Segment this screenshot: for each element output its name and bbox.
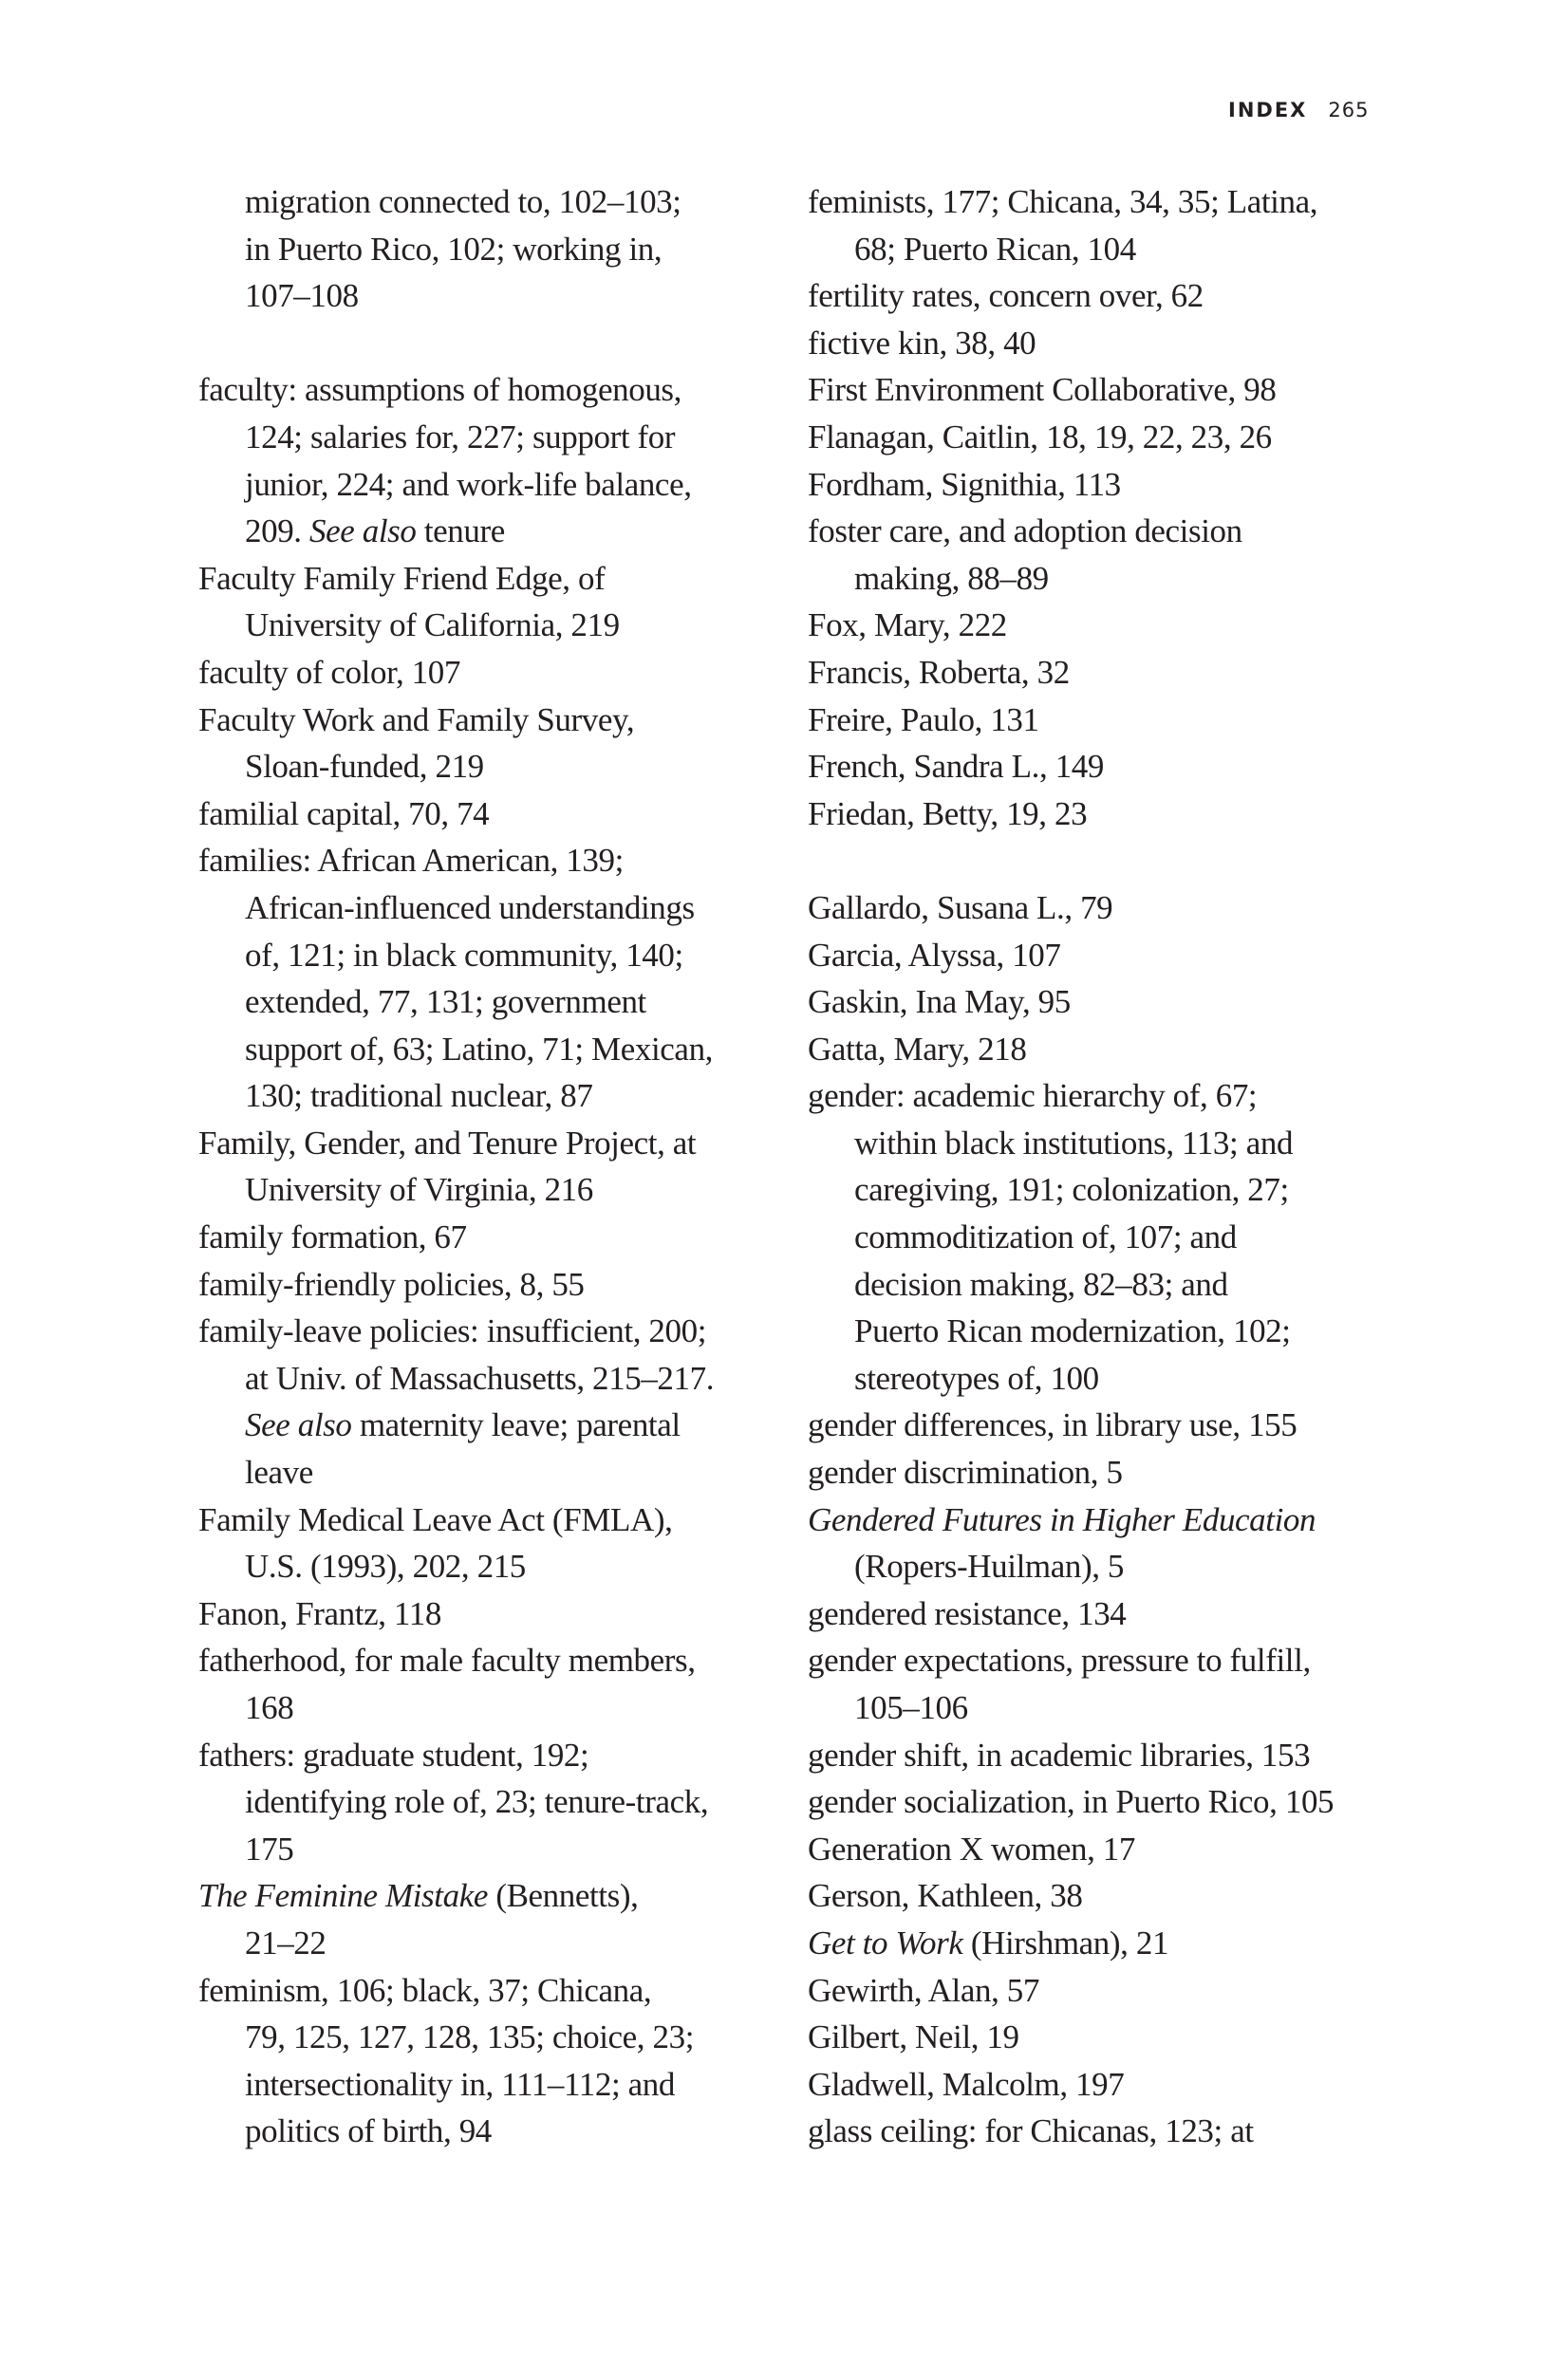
index-entry	[198, 1120, 777, 1167]
index-entry	[808, 649, 1387, 697]
index-entry	[808, 1826, 1387, 1873]
entry-text: commoditization of, 107; and	[854, 1218, 1237, 1256]
entry-text: Faculty Work and Family Survey,	[198, 700, 635, 738]
entry-text: gender differences, in library use, 155	[808, 1406, 1297, 1444]
entry-text: Gatta, Mary, 218	[808, 1030, 1027, 1068]
index-entry	[198, 697, 777, 744]
index-entry-continuation	[808, 1261, 1387, 1309]
index-column-right	[808, 178, 1387, 2155]
index-entry-continuation	[198, 884, 777, 932]
index-entry	[808, 1637, 1387, 1684]
entry-text: decision making, 82–83; and	[854, 1265, 1228, 1303]
entry-text: family-leave policies: insufficient, 200;	[198, 1312, 707, 1350]
italic-text: See also	[245, 1406, 352, 1444]
index-entry	[198, 1261, 777, 1309]
index-entry-continuation	[808, 226, 1387, 273]
entry-text: Family Medical Leave Act (FMLA),	[198, 1500, 673, 1538]
index-entry	[198, 1967, 777, 2015]
index-entry	[808, 2108, 1387, 2155]
entry-text: feminists, 177; Chicana, 34, 35; Latina,	[808, 183, 1318, 220]
index-entry-continuation	[198, 1355, 777, 1403]
entry-text: family formation, 67	[198, 1218, 467, 1256]
entry-text: gender: academic hierarchy of, 67;	[808, 1077, 1258, 1115]
entry-text: First Environment Collaborative, 98	[808, 371, 1277, 409]
index-entry	[808, 414, 1387, 461]
entry-text: feminism, 106; black, 37; Chicana,	[198, 1971, 652, 2009]
index-entry-continuation	[198, 1166, 777, 1214]
index-entry	[808, 1967, 1387, 2015]
entry-text: (Bennetts),	[487, 1877, 639, 1915]
index-entry-continuation	[198, 1026, 777, 1073]
entry-text: making, 88–89	[854, 559, 1049, 597]
index-entry	[198, 1872, 777, 1920]
index-entry	[198, 555, 777, 603]
entry-text: fatherhood, for male faculty members,	[198, 1642, 696, 1680]
section-label: INDEX	[1228, 99, 1308, 121]
index-entry	[198, 1497, 777, 1544]
entry-text: fictive kin, 38, 40	[808, 324, 1036, 362]
index-entry-continuation	[198, 1920, 777, 1967]
entry-text: Gallardo, Susana L., 79	[808, 888, 1113, 926]
index-entry	[198, 1590, 777, 1638]
entry-text: Puerto Rican modernization, 102;	[854, 1312, 1291, 1350]
index-entry-continuation	[198, 743, 777, 790]
index-entry-continuation	[198, 461, 777, 509]
index-entry-continuation	[198, 1826, 777, 1873]
index-entry	[198, 1732, 777, 1779]
entry-text: support of, 63; Latino, 71; Mexican,	[245, 1030, 714, 1068]
entry-text: migration connected to, 102–103;	[245, 183, 681, 220]
entry-text: extended, 77, 131; government	[245, 983, 646, 1021]
entry-text: Gerson, Kathleen, 38	[808, 1877, 1083, 1915]
entry-text: identifying role of, 23; tenure-track,	[245, 1783, 709, 1821]
entry-text: politics of birth, 94	[245, 2112, 492, 2150]
entry-text: 68; Puerto Rican, 104	[854, 230, 1136, 268]
entry-text: at Univ. of Massachusetts, 215–217.	[245, 1359, 715, 1397]
entry-text: foster care, and adoption decision	[808, 512, 1242, 550]
index-entry-continuation	[198, 508, 777, 555]
index-entry	[198, 1308, 777, 1355]
entry-text: University of Virginia, 216	[245, 1171, 593, 1209]
entry-text: 107–108	[245, 277, 359, 315]
entry-text: caregiving, 191; colonization, 27;	[854, 1171, 1289, 1209]
entry-text: gender shift, in academic libraries, 153	[808, 1736, 1311, 1774]
index-entry-continuation	[198, 2108, 777, 2155]
entry-text: 130; traditional nuclear, 87	[245, 1077, 593, 1115]
entry-text: gender socialization, in Puerto Rico, 105	[808, 1783, 1335, 1821]
entry-text: Gewirth, Alan, 57	[808, 1971, 1039, 2009]
entry-text: Garcia, Alyssa, 107	[808, 936, 1061, 974]
index-entry-continuation	[808, 1214, 1387, 1261]
index-entry-continuation	[198, 978, 777, 1026]
index-entry-continuation	[808, 555, 1387, 603]
entry-text: leave	[245, 1454, 313, 1492]
italic-text: Gendered Futures in Higher Education	[808, 1500, 1316, 1538]
index-entry	[808, 1872, 1387, 1920]
index-entry	[808, 272, 1387, 320]
entry-text: gendered resistance, 134	[808, 1594, 1127, 1632]
entry-text: 105–106	[854, 1689, 968, 1726]
running-head	[1228, 99, 1369, 121]
index-entry-continuation	[198, 2061, 777, 2109]
index-entry	[808, 743, 1387, 790]
index-entry-continuation	[198, 932, 777, 979]
entry-text: 21–22	[245, 1924, 327, 1962]
entry-separator	[808, 837, 1387, 884]
entry-text: Fox, Mary, 222	[808, 606, 1007, 644]
entry-text: stereotypes of, 100	[854, 1359, 1099, 1397]
index-entry	[808, 2061, 1387, 2109]
index-entry	[198, 790, 777, 838]
index-entry-continuation	[198, 1684, 777, 1732]
page-number: 265	[1328, 99, 1370, 121]
index-entry-continuation	[198, 2014, 777, 2061]
italic-text: See also	[309, 512, 417, 550]
entry-text: African-influenced understandings	[245, 888, 695, 926]
index-entry	[808, 932, 1387, 979]
index-entry	[808, 366, 1387, 414]
entry-text: 124; salaries for, 227; support for	[245, 418, 676, 456]
index-column-left	[198, 178, 777, 2155]
entry-text: families: African American, 139;	[198, 842, 624, 880]
entry-text: Fordham, Signithia, 113	[808, 465, 1121, 503]
index-entry	[808, 1590, 1387, 1638]
entry-text: family-friendly policies, 8, 55	[198, 1265, 585, 1303]
entry-text: fertility rates, concern over, 62	[808, 277, 1204, 315]
entry-text: Gaskin, Ina May, 95	[808, 983, 1071, 1021]
entry-text: Family, Gender, and Tenure Project, at	[198, 1124, 697, 1162]
entry-text: maternity leave; parental	[351, 1406, 681, 1444]
entry-text: faculty: assumptions of homogenous,	[198, 371, 682, 409]
index-entry	[808, 2014, 1387, 2061]
entry-text: gender expectations, pressure to fulfill,	[808, 1642, 1311, 1680]
entry-text: intersectionality in, 111–112; and	[245, 2065, 675, 2103]
index-entry-continuation	[198, 1072, 777, 1120]
index-entry	[808, 790, 1387, 838]
index-entry	[198, 837, 777, 884]
entry-text: Friedan, Betty, 19, 23	[808, 794, 1088, 832]
entry-text: Sloan-funded, 219	[245, 748, 484, 786]
index-entry	[808, 1026, 1387, 1073]
index-entry-continuation	[808, 1166, 1387, 1214]
index-entry	[808, 1920, 1387, 1967]
entry-separator	[198, 320, 777, 367]
index-entry-continuation	[198, 272, 777, 320]
entry-text: glass ceiling: for Chicanas, 123; at	[808, 2112, 1254, 2150]
index-entry-continuation	[808, 1120, 1387, 1167]
index-entry-continuation	[198, 226, 777, 273]
entry-text: 175	[245, 1830, 294, 1868]
entry-text: Francis, Roberta, 32	[808, 653, 1070, 691]
entry-text: of, 121; in black community, 140;	[245, 936, 683, 974]
entry-text: tenure	[416, 512, 505, 550]
index-entry	[808, 1072, 1387, 1120]
italic-text: The Feminine Mistake	[198, 1877, 488, 1915]
index-entry	[808, 978, 1387, 1026]
entry-text: within black institutions, 113; and	[854, 1124, 1294, 1162]
entry-text: Freire, Paulo, 131	[808, 700, 1039, 738]
index-entry	[198, 649, 777, 697]
index-entry	[808, 1732, 1387, 1779]
entry-text: Generation X women, 17	[808, 1830, 1135, 1868]
index-entry	[198, 1637, 777, 1684]
italic-text: Get to Work	[808, 1924, 963, 1962]
entry-text: Flanagan, Caitlin, 18, 19, 22, 23, 26	[808, 418, 1272, 456]
index-entry-continuation	[808, 1543, 1387, 1590]
index-entry-continuation	[198, 1543, 777, 1590]
entry-text: Fanon, Frantz, 118	[198, 1594, 441, 1632]
entry-text: U.S. (1993), 202, 215	[245, 1548, 526, 1586]
index-entry	[808, 508, 1387, 555]
entry-text: (Ropers-Huilman), 5	[854, 1548, 1125, 1586]
index-entry	[808, 602, 1387, 649]
index-entry	[808, 1449, 1387, 1497]
index-entry	[808, 461, 1387, 509]
index-entry	[198, 366, 777, 414]
index-entry-continuation	[198, 1449, 777, 1497]
index-entry-continuation	[198, 1778, 777, 1826]
entry-text: in Puerto Rico, 102; working in,	[245, 230, 663, 268]
index-entry-continuation	[198, 602, 777, 649]
index-entry-continuation	[808, 1684, 1387, 1732]
entry-text: 79, 125, 127, 128, 135; choice, 23;	[245, 2018, 695, 2056]
index-entry	[808, 1497, 1387, 1544]
entry-text: Faculty Family Friend Edge, of	[198, 559, 606, 597]
index-entry	[808, 320, 1387, 367]
entry-text: University of California, 219	[245, 606, 620, 644]
index-entry-continuation	[198, 414, 777, 461]
entry-text: Gilbert, Neil, 19	[808, 2018, 1019, 2056]
index-entry	[808, 1778, 1387, 1826]
index-entry	[808, 178, 1387, 226]
index-entry-continuation	[808, 1355, 1387, 1403]
index-entry-continuation	[198, 178, 777, 226]
entry-text: faculty of color, 107	[198, 653, 460, 691]
entry-text: fathers: graduate student, 192;	[198, 1736, 589, 1774]
entry-text: familial capital, 70, 74	[198, 794, 490, 832]
entry-text: French, Sandra L., 149	[808, 748, 1104, 786]
index-entry	[808, 884, 1387, 932]
index-entry	[198, 1214, 777, 1261]
index-entry	[808, 697, 1387, 744]
entry-text: gender discrimination, 5	[808, 1454, 1123, 1492]
entry-text: junior, 224; and work-life balance,	[245, 465, 692, 503]
entry-text: (Hirshman), 21	[962, 1924, 1169, 1962]
entry-text: 168	[245, 1689, 294, 1726]
index-entry-continuation	[808, 1308, 1387, 1355]
index-entry	[808, 1402, 1387, 1449]
entry-text: 209.	[245, 512, 310, 550]
index-entry-continuation	[198, 1402, 777, 1449]
entry-text: Gladwell, Malcolm, 197	[808, 2065, 1125, 2103]
